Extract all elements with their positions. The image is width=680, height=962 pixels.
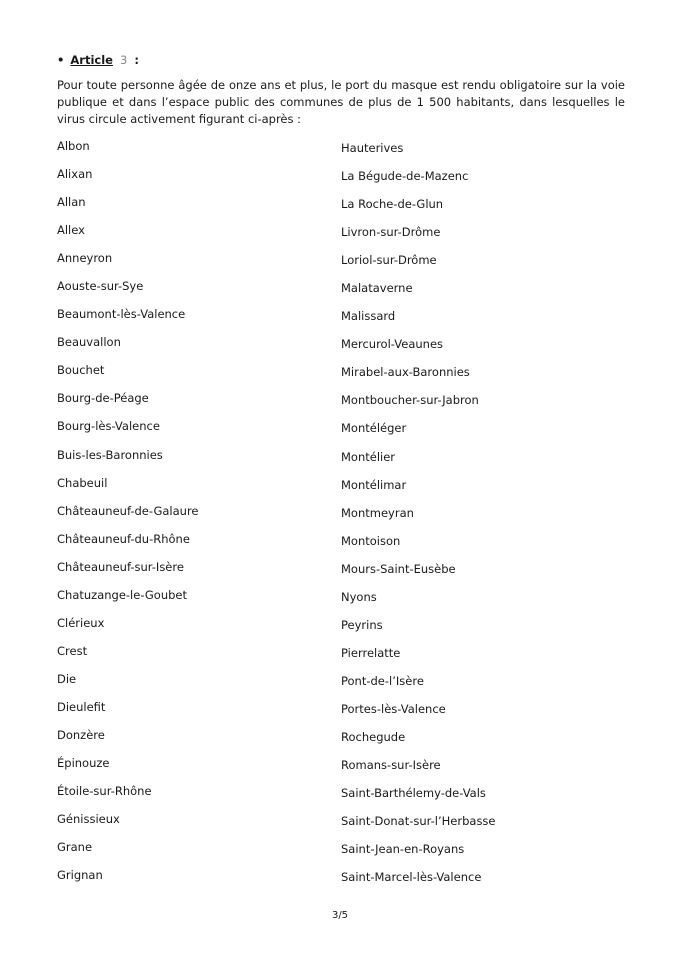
commune-list-item: Romans-sur-Isère <box>341 758 441 773</box>
page-number: 3/5 <box>331 910 349 921</box>
commune-list-item: Allex <box>57 223 85 238</box>
commune-list-item: Mours-Saint-Eusèbe <box>341 561 456 576</box>
commune-list-item: Hauterives <box>341 141 404 155</box>
commune-list-item: Die <box>57 671 77 686</box>
commune-list-item: Clérieux <box>57 615 105 630</box>
commune-list-item: Génissieux <box>57 812 120 827</box>
article-heading <box>57 53 139 67</box>
commune-list-item: Grignan <box>57 868 103 883</box>
article-bullet: • <box>57 53 65 67</box>
commune-list-item: Mirabel-aux-Baronnies <box>341 365 470 380</box>
article-colon: : <box>134 53 139 67</box>
commune-list-item: Beaumont-lès-Valence <box>57 307 186 322</box>
commune-list-item: Chabeuil <box>57 475 108 490</box>
commune-list-item: Anneyron <box>57 251 113 266</box>
commune-list-item: Saint-Barthélemy-de-Vals <box>341 786 486 801</box>
commune-list-item: Saint-Marcel-lès-Valence <box>341 870 482 885</box>
commune-list-item: Saint-Donat-sur-l’Herbasse <box>341 814 496 829</box>
commune-list-item: Bourg-lès-Valence <box>57 419 160 434</box>
commune-list-item: Malataverne <box>341 281 413 296</box>
commune-list-item: Mercurol-Veaunes <box>341 337 444 352</box>
commune-list-item: Portes-lès-Valence <box>341 701 446 716</box>
commune-list-item: Alixan <box>57 167 93 182</box>
commune-list-item: Aouste-sur-Sye <box>57 279 144 294</box>
commune-list-item: Pierrelatte <box>341 645 401 660</box>
article-number: 3 <box>119 53 128 67</box>
article-label: Article <box>70 53 113 67</box>
commune-list-item: Grane <box>57 840 93 855</box>
commune-list-item: Albon <box>57 139 90 153</box>
commune-list-item: Buis-les-Baronnies <box>57 447 163 462</box>
commune-list-item: Bourg-de-Péage <box>57 391 149 406</box>
commune-list-item: Montélier <box>341 449 396 464</box>
commune-list-item: Nyons <box>341 589 377 604</box>
commune-list-item: Châteauneuf-sur-Isère <box>57 559 184 574</box>
commune-list-item: Montboucher-sur-Jabron <box>341 393 479 408</box>
article-intro-paragraph: Pour toute personne âgée de onze ans et plus, le port du masque est rendu obligatoire sur la voie publique et dans l’espace public des communes de plus de 1 500 habitants, dans lesquelles le virus circule activement figurant ci-après : <box>57 78 625 126</box>
commune-list-item: Montmeyran <box>341 505 414 520</box>
commune-list-item: Malissard <box>341 309 396 324</box>
commune-list-item: Allan <box>57 195 86 210</box>
communes-list-right <box>341 140 496 897</box>
commune-list-item: Donzère <box>57 727 105 742</box>
commune-list-item: Beauvallon <box>57 335 121 350</box>
commune-list-item: La Roche-de-Glun <box>341 197 444 212</box>
commune-list-item: Chatuzange-le-Goubet <box>57 587 188 602</box>
commune-list-item: Montélimar <box>341 477 407 492</box>
communes-list-left <box>57 138 199 895</box>
commune-list-item: Rochegude <box>341 729 406 744</box>
commune-list-item: Livron-sur-Drôme <box>341 225 441 240</box>
commune-list-item: Loriol-sur-Drôme <box>341 253 437 268</box>
commune-list-item: Montoison <box>341 533 401 548</box>
commune-list-item: Crest <box>57 643 88 658</box>
commune-list-item: La Bégude-de-Mazenc <box>341 169 469 184</box>
commune-list-item: Étoile-sur-Rhône <box>57 784 152 799</box>
commune-list-item: Montéléger <box>341 421 407 436</box>
commune-list-item: Bouchet <box>57 363 105 378</box>
commune-list-item: Peyrins <box>341 617 383 632</box>
commune-list-item: Châteauneuf-de-Galaure <box>57 503 199 518</box>
commune-list-item: Châteauneuf-du-Rhône <box>57 531 190 546</box>
commune-list-item: Pont-de-l’Isère <box>341 673 424 688</box>
commune-list-item: Saint-Jean-en-Royans <box>341 842 465 857</box>
commune-list-item: Dieulefit <box>57 699 106 714</box>
commune-list-item: Épinouze <box>57 756 110 771</box>
